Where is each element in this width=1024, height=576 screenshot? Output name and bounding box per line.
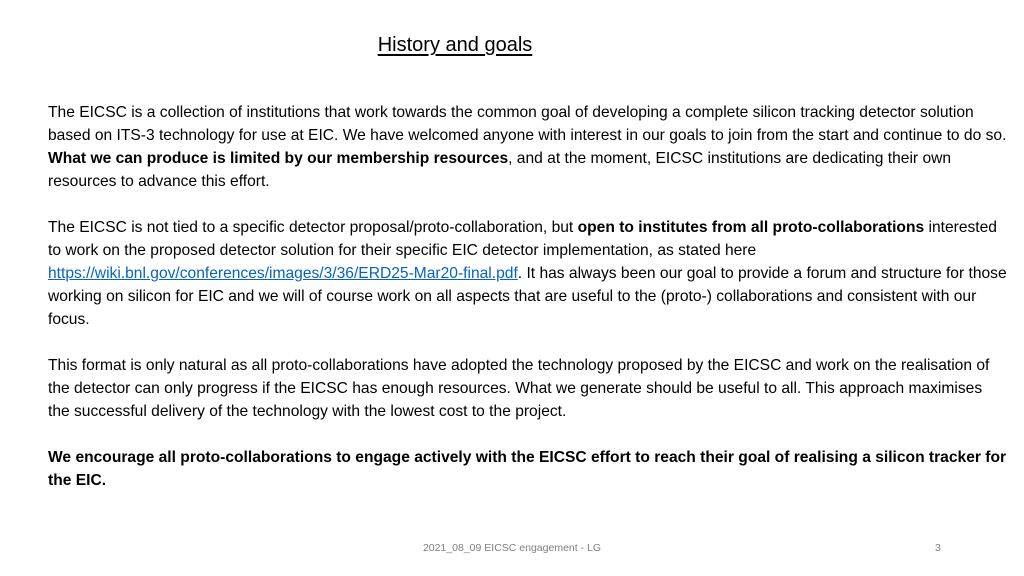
paragraph-history-text-1: The EICSC is a collection of institutions that work towards the common goal of developing a complete silicon tracking detector solution based on ITS-3 technology for use at EIC. We have welcomed anyone with interest in our goals to join from the start and continue to do so. [48,104,1007,144]
paragraph-history [48,101,1008,193]
paragraph-openness-text-1: The EICSC is not tied to a specific detector proposal/proto-collaboration, but [48,219,578,236]
paragraph-openness-text-2: interested to work on the proposed detector solution for their specific EIC detector implementation, as stated here [48,219,997,259]
paragraph-history-bold: What we can produce is limited by our membership resources [48,150,509,167]
slide-title: History and goals [377,34,533,56]
paragraph-openness-bold: open to institutes from all proto-collaborations [577,219,925,236]
footer-text: 2021_08_09 EICSC engagement - LG [422,542,602,554]
page-number: 3 [935,542,941,554]
paragraph-openness [48,216,1008,331]
slide-body [48,101,1008,515]
paragraph-encouragement-bold: We encourage all proto-collaborations to engage actively with the EICSC effort to reach their goal of realising a silicon tracker for the EIC. [48,449,1007,489]
paragraph-encouragement [48,446,1008,492]
paragraph-openness-text-3: . It has always been our goal to provide a forum and structure for those working on silicon for EIC and we will of course work on all aspects that are useful to the (proto-) collaborations and consistent with our focus. [48,265,1007,328]
erd25-document-link[interactable]: https://wiki.bnl.gov/conferences/images/3/36/ERD25-Mar20-final.pdf [48,265,518,282]
paragraph-history-text-2: , and at the moment, EICSC institutions are dedicating their own resources to advance this effort. [48,150,952,190]
paragraph-format: This format is only natural as all proto-collaborations have adopted the technology proposed by the EICSC and work on the realisation of the detector can only progress if the EICSC has enough resources. What we generate should be useful to all. This approach maximises the successful delivery of the technology with the lowest cost to the project. [48,357,990,420]
